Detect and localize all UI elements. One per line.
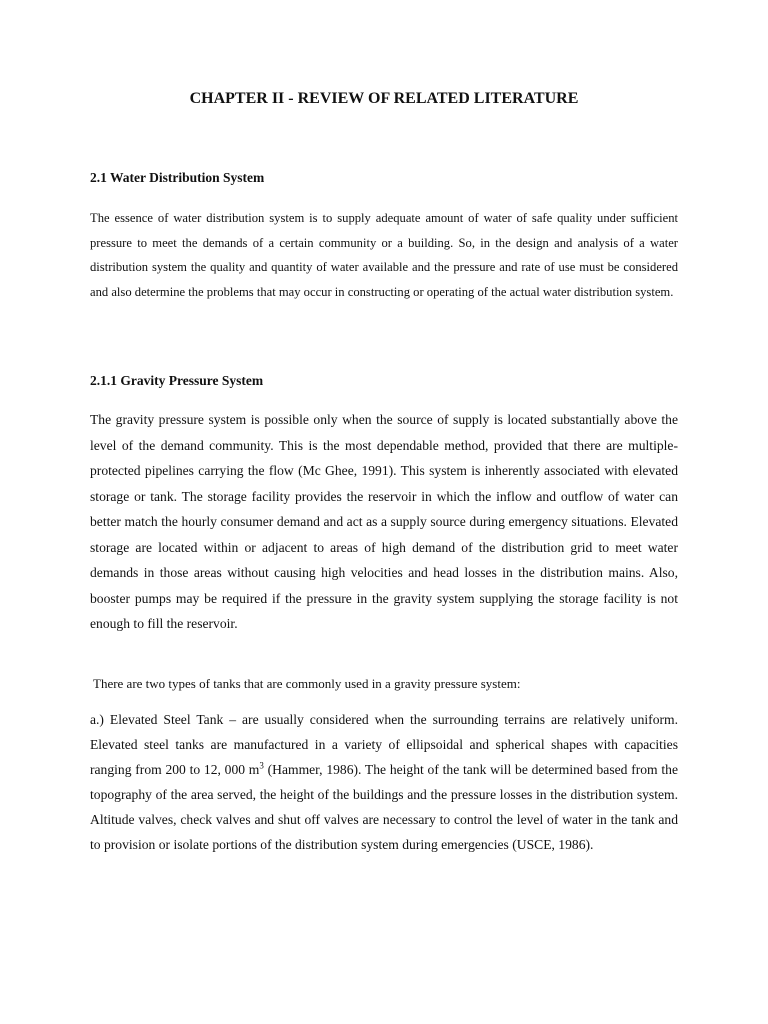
tank-a-text-start: a.) Elevated Steel Tank – are usually considered when the surrounding terrains are relatively uniform. Elevated steel tanks are manufactured in a variety of ellipsoidal and spherical shapes with capacities ranging from 200 to 12, 000 m: [90, 712, 678, 777]
paragraph-tank-types-intro: There are two types of tanks that are commonly used in a gravity pressure system:: [93, 676, 521, 691]
paragraph-water-distribution: The essence of water distribution system is to supply adequate amount of water of safe quality under sufficient pressure to meet the demands of a certain community or a building. So, in the design and analysis of a water distribution system the quality and quantity of water available and the pressure and rate of use must be considered and also determine the problems that may occur in constructing or operating of the actual water distribution system.: [90, 211, 678, 299]
paragraph-elevated-steel-tank: [90, 707, 678, 857]
chapter-title: CHAPTER II - REVIEW OF RELATED LITERATURE: [189, 90, 579, 107]
paragraph-gravity-pressure: The gravity pressure system is possible only when the source of supply is located substantially above the level of the demand community. This is the most dependable method, provided that there are multiple-protected pipelines carrying the flow (Mc Ghee, 1991). This system is inherently associated with elevated storage or tank. The storage facility provides the reservoir in which the inflow and outflow of water can better match the hourly consumer demand and act as a supply source during emergency situations. Elevated storage are located within or adjacent to areas of high demand of the distribution grid to meet water demands in those areas without causing high velocities and head losses in the distribution mains. Also, booster pumps may be required if the pressure in the gravity system supplying the storage facility is not enough to fill the reservoir.: [90, 412, 678, 631]
section-heading-gravity-pressure: 2.1.1 Gravity Pressure System: [90, 373, 264, 388]
section-heading-water-distribution: 2.1 Water Distribution System: [90, 170, 265, 185]
superscript-cubed: 3: [259, 760, 264, 771]
tank-a-text-end: (Hammer, 1986). The height of the tank will be determined based from the topography of the area served, the height of the buildings and the pressure losses in the distribution system. Altitude valves, check valves and shut off valves are necessary to control the level of water in the tank and to provision or isolate portions of the distribution system during emergencies (USCE, 1986).: [90, 762, 678, 852]
